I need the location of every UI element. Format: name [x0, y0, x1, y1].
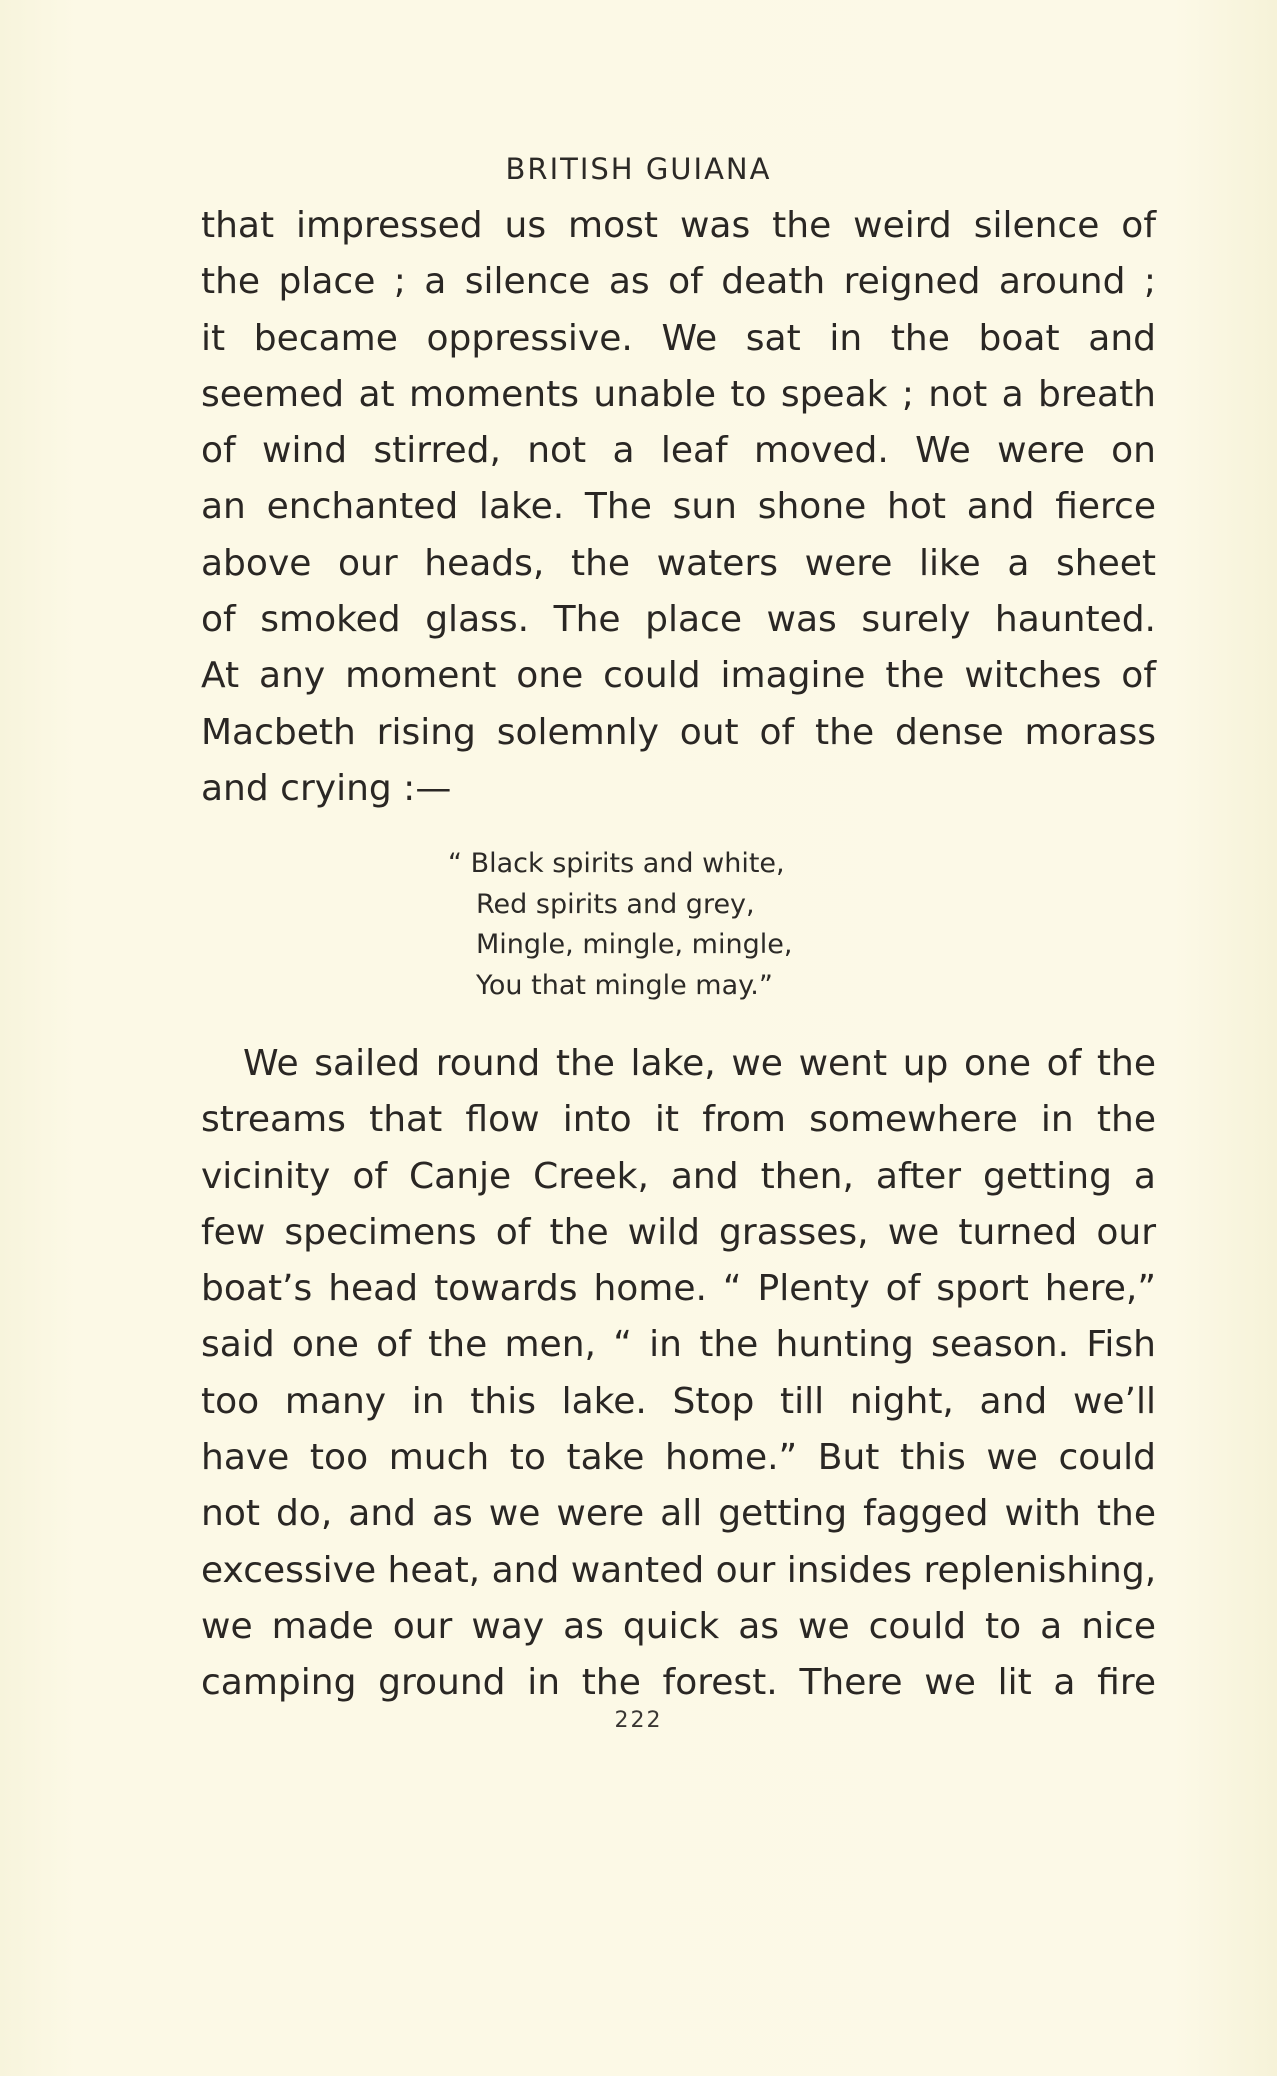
text-line: of smoked glass. The place was surely haunted.	[201, 599, 1156, 641]
verse-line: Red spirits and grey,	[476, 888, 755, 920]
text-line: vicinity of Canje Creek, and then, after getting a	[201, 1155, 1156, 1197]
text-line: We sailed round the lake, we went up one of the	[243, 1043, 1156, 1084]
text-line: above our heads, the waters were like a sheet	[201, 542, 1156, 584]
verse-line: You that mingle may.”	[476, 969, 773, 1001]
text-line: not do, and as we were all getting fagged with the	[201, 1493, 1156, 1535]
text-line: have too much to take home.” But this we could	[201, 1437, 1156, 1479]
text-line: few specimens of the wild grasses, we turned our	[201, 1211, 1156, 1253]
verse-line: Mingle, mingle, mingle,	[476, 929, 793, 960]
text-line: At any moment one could imagine the witches of	[201, 655, 1156, 697]
verse-quotation	[448, 844, 792, 1006]
page-number: 222	[614, 1708, 663, 1733]
running-head: BRITISH GUIANA	[505, 152, 772, 186]
text-line: seemed at moments unable to speak ; not a breath	[201, 373, 1156, 415]
text-line: of wind stirred, not a leaf moved. We were on	[201, 430, 1156, 472]
text-line: and crying :—	[201, 767, 452, 809]
text-line: we made our way as quick as we could to a nice	[201, 1605, 1156, 1647]
text-line: boat’s head towards home. “ Plenty of sport here,”	[201, 1268, 1156, 1310]
text-line: Macbeth rising solemnly out of the dense morass	[201, 711, 1156, 753]
text-line: too many in this lake. Stop till night, and we’ll	[201, 1380, 1156, 1422]
text-line: that impressed us most was the weird silence of	[201, 205, 1156, 246]
text-line: it became oppressive. We sat in the boat and	[201, 317, 1156, 359]
text-line: said one of the men, “ in the hunting season. Fish	[201, 1324, 1156, 1366]
text-line: camping ground in the forest. There we lit a fire	[201, 1662, 1156, 1704]
text-line: the place ; a silence as of death reigned around ;	[201, 261, 1156, 303]
text-line: an enchanted lake. The sun shone hot and fierce	[201, 486, 1156, 528]
verse-line: “ Black spirits and white,	[448, 848, 785, 879]
text-line: streams that flow into it from somewhere in the	[201, 1099, 1156, 1141]
paragraph-1	[201, 198, 1156, 817]
text-line: excessive heat, and wanted our insides replenishing,	[201, 1549, 1157, 1591]
paragraph-2	[201, 1036, 1156, 1712]
